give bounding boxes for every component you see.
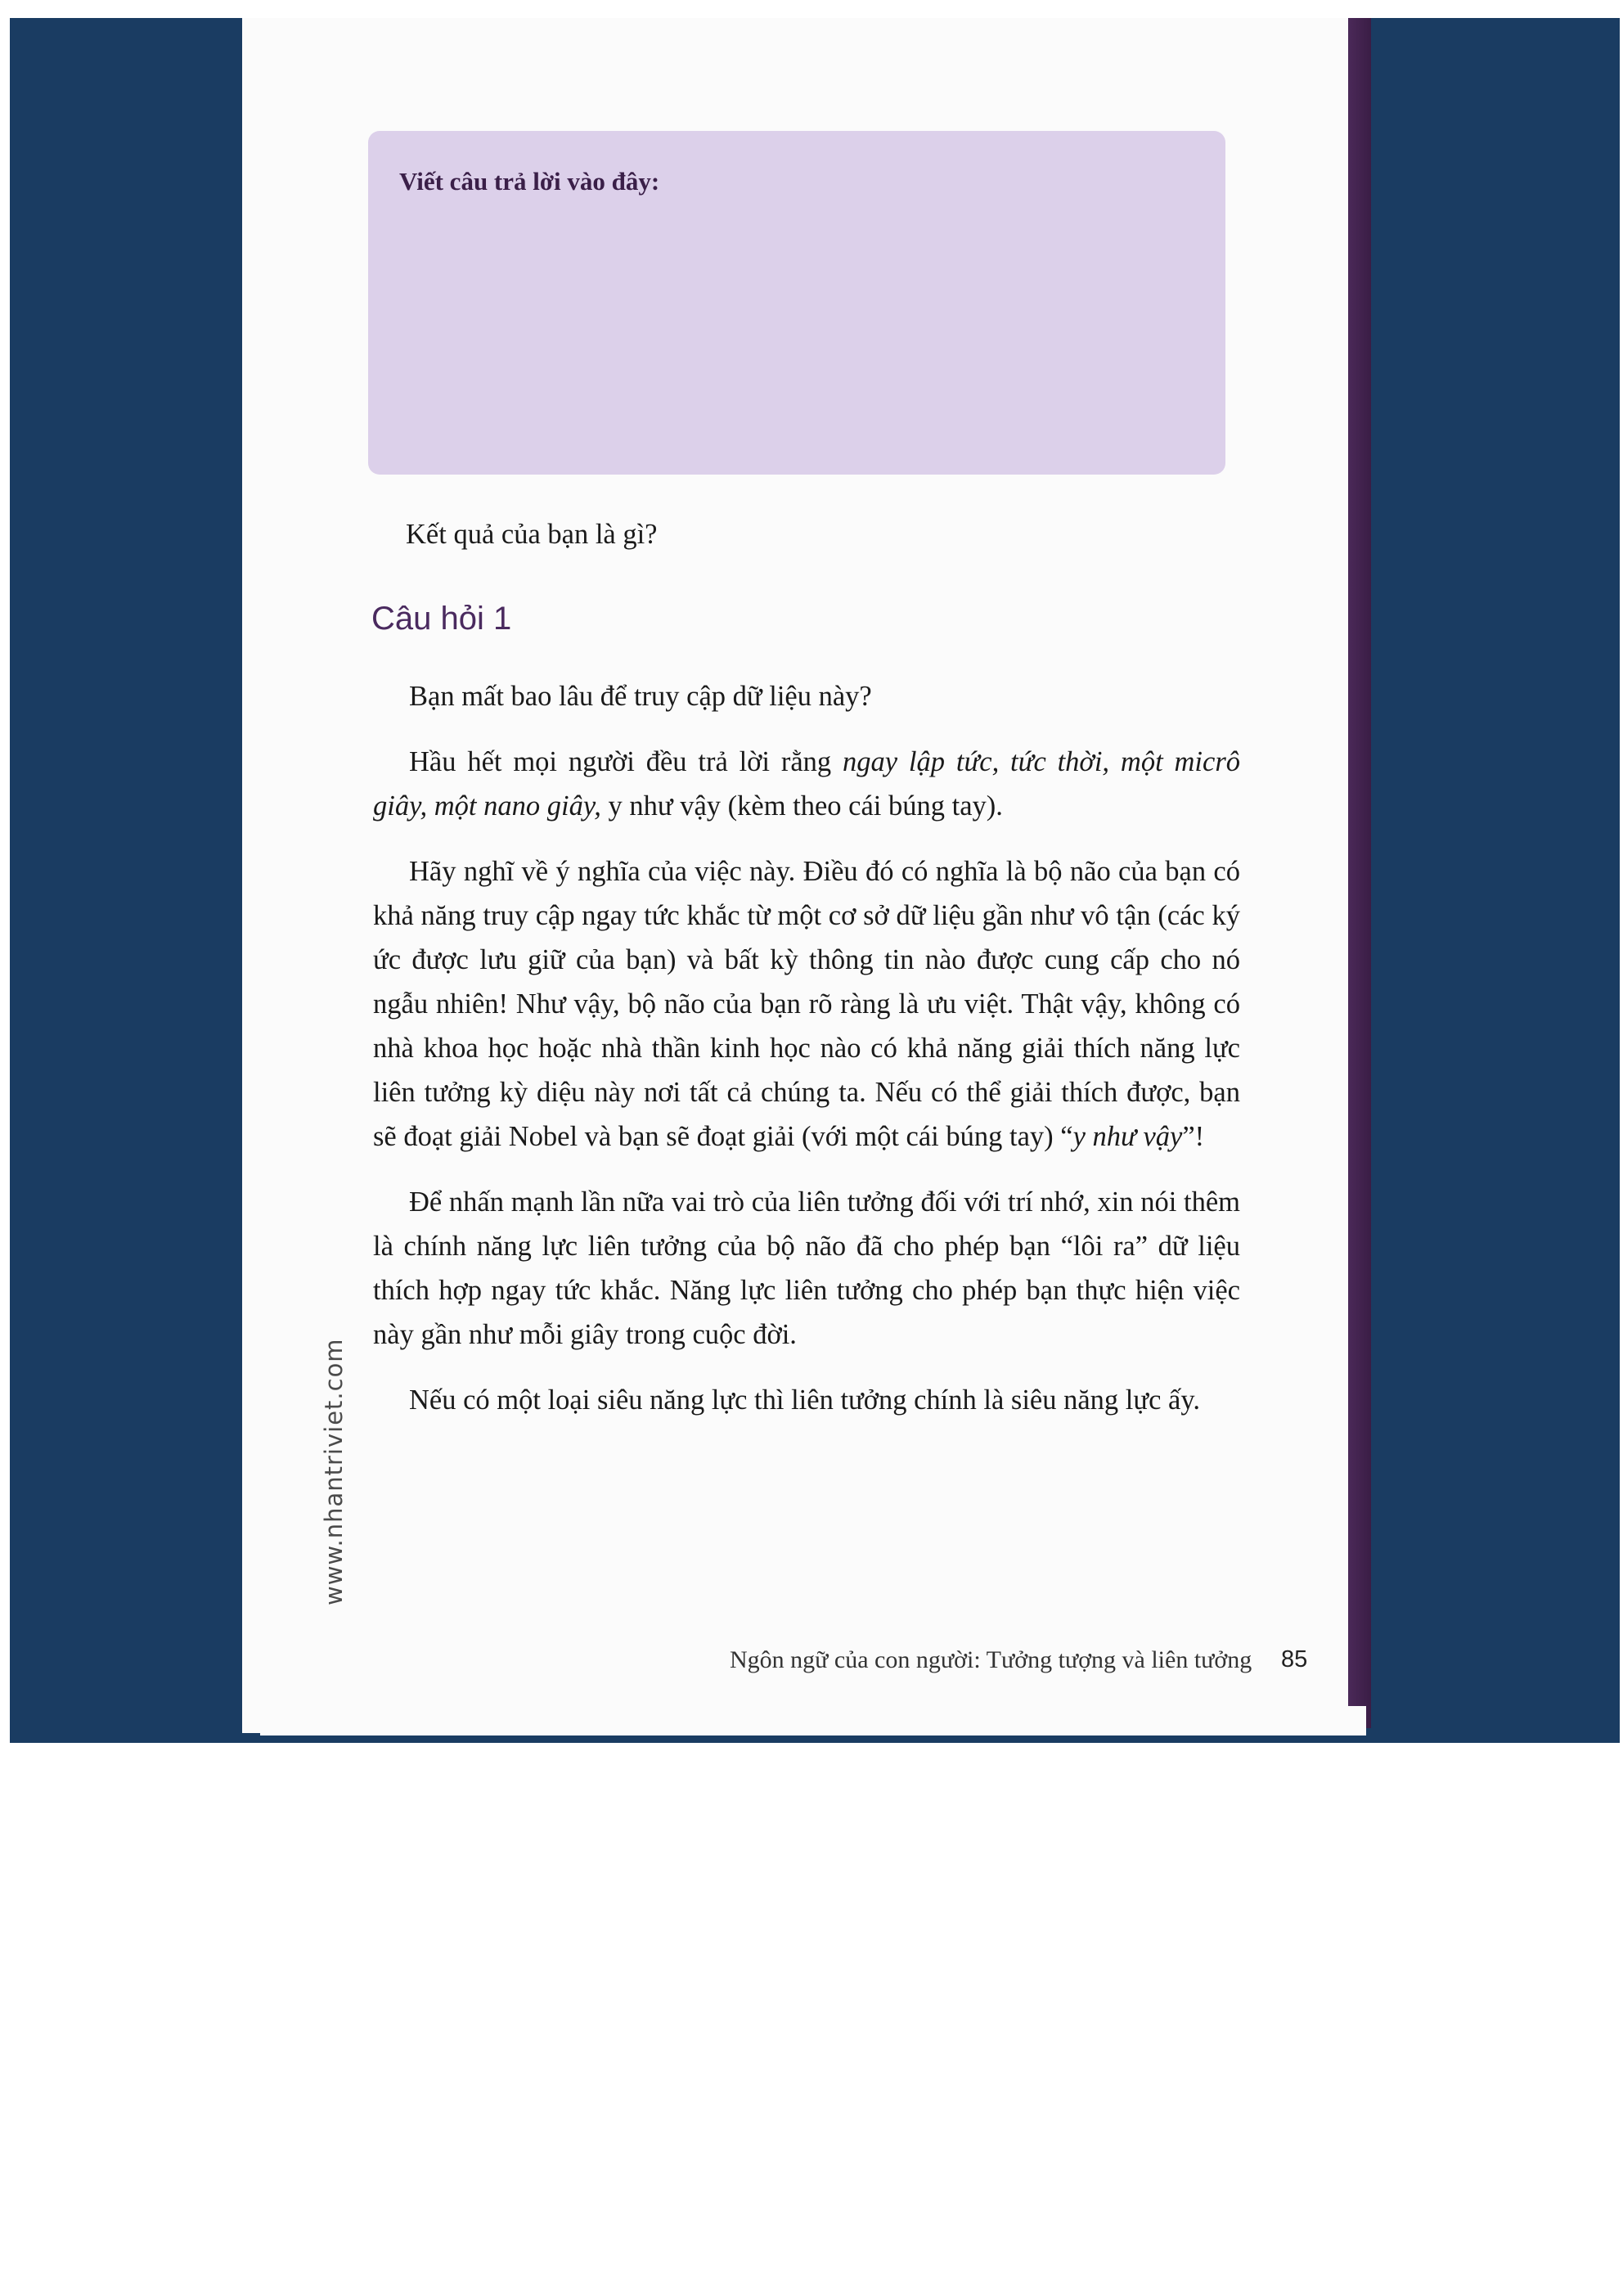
paragraph-2-part-c: y như vậy (kèm theo cái búng tay).	[600, 790, 1003, 822]
body-text	[373, 674, 1240, 1443]
paragraph-1: Bạn mất bao lâu để truy cập dữ liệu này?	[409, 681, 872, 712]
paragraph-2	[373, 740, 1240, 828]
side-website-url: www.nhantriviet.com	[320, 1338, 348, 1605]
paragraph-4: Để nhấn mạnh lần nữa vai trò của liên tưởng đối với trí nhớ, xin nói thêm là chính năng lực liên tưởng của bộ não đã cho phép bạn “lôi ra” dữ liệu thích hợp ngay tức khắc. Năng lực liên tưởng cho phép bạn thực hiện việc này gần như mỗi giây trong cuộc đời.	[373, 1186, 1240, 1350]
book-spine	[1347, 18, 1371, 1728]
answer-box[interactable]	[368, 131, 1225, 475]
paragraph-5: Nếu có một loại siêu năng lực thì liên tưởng chính là siêu năng lực ấy.	[409, 1384, 1200, 1416]
paragraph-3-italic: y như vậy	[1072, 1121, 1183, 1152]
answer-box-label: Viết câu trả lời vào đây:	[399, 167, 660, 196]
paragraph-2-italic: ngay lập tức, tức thời, một micrô giây, một nano giây,	[373, 746, 1240, 822]
footer-running-title: Ngôn ngữ của con người: Tưởng tượng và liên tưởng	[730, 1646, 1252, 1673]
paragraph-3-part-a: Hãy nghĩ về ý nghĩa của việc này. Điều đó có nghĩa là bộ não của bạn có khả năng truy cập ngay tức khắc từ một cơ sở dữ liệu gần như vô tận (các ký ức được lưu giữ của bạn) và bất kỳ thông tin nào được cung cấp cho nó ngẫu nhiên! Như vậy, bộ não của bạn rõ ràng là ưu việt. Thật vậy, không có nhà khoa học hoặc nhà thần kinh học nào có khả năng giải thích năng lực liên tưởng kỳ diệu này nơi tất cả chúng ta. Nếu có thể giải thích được, bạn sẽ đoạt giải Nobel và bạn sẽ đoạt giải (với một cái búng tay) “	[373, 856, 1240, 1152]
book-page	[242, 18, 1348, 1733]
paragraph-2-part-a: Hầu hết mọi người đều trả lời rằng	[409, 746, 843, 777]
paragraph-3	[373, 849, 1240, 1159]
paragraph-3-part-c: ”!	[1182, 1121, 1205, 1152]
page-number: 85	[1281, 1646, 1308, 1672]
result-question: Kết quả của bạn là gì?	[406, 519, 658, 550]
section-heading: Câu hỏi 1	[371, 601, 512, 637]
